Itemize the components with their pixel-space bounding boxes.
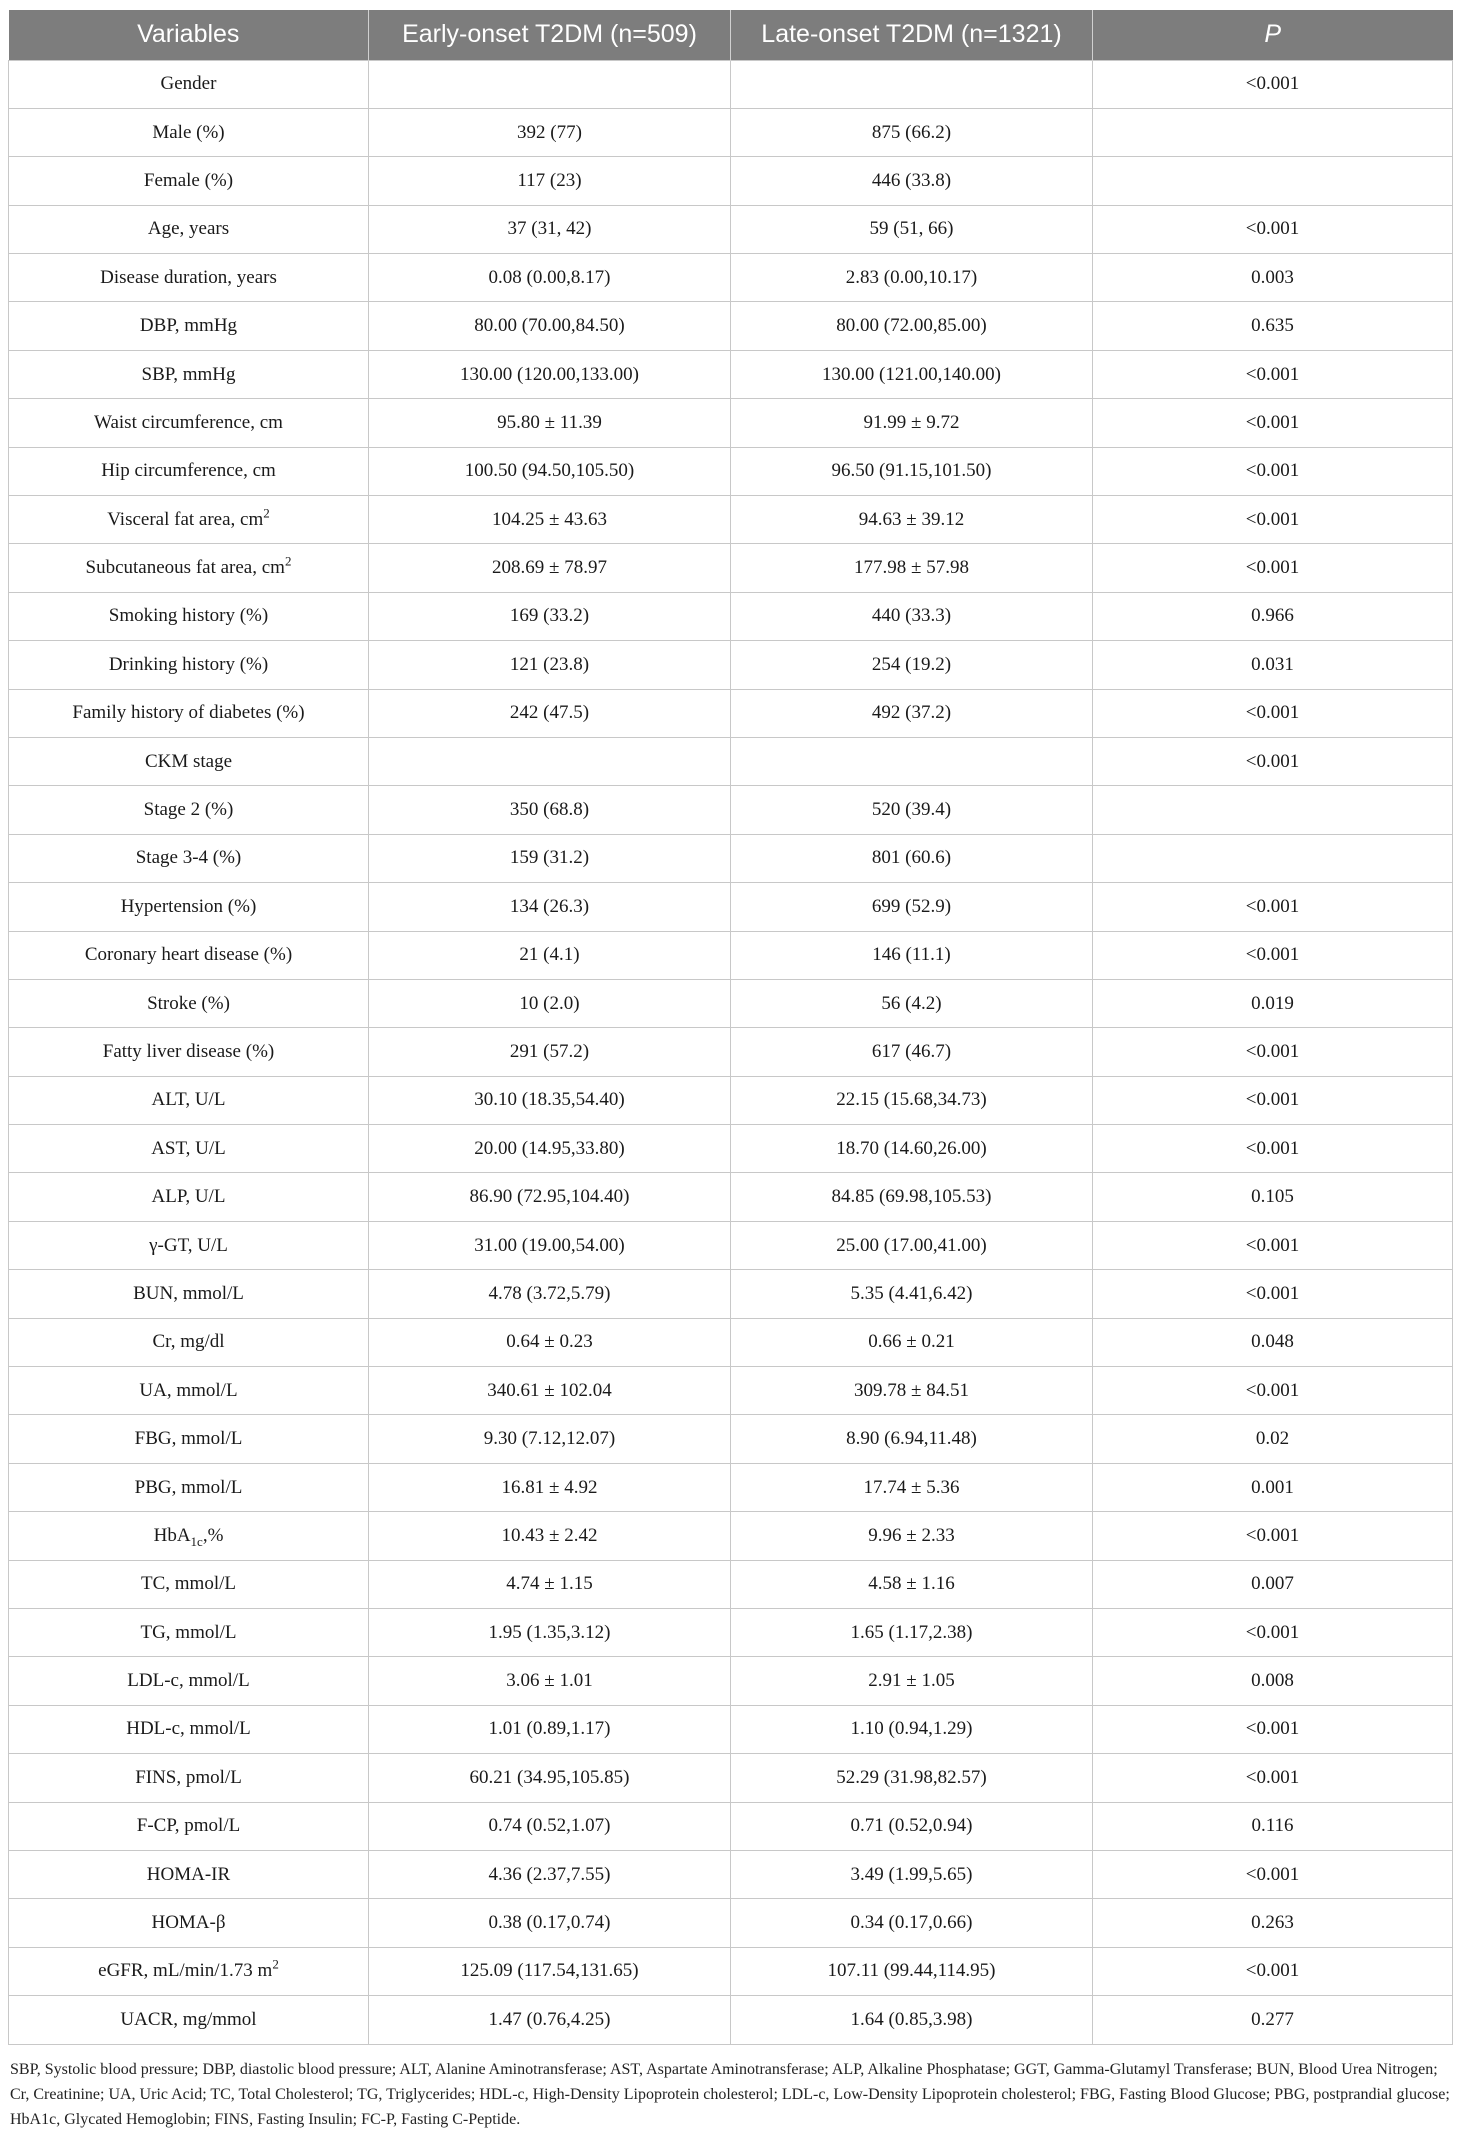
cell-late-onset: 440 (33.3)	[731, 592, 1093, 640]
cell-early-onset: 20.00 (14.95,33.80)	[369, 1125, 731, 1173]
cell-early-onset: 4.36 (2.37,7.55)	[369, 1850, 731, 1898]
table-row	[9, 1125, 1453, 1173]
cell-variable	[9, 399, 369, 447]
cell-late-onset: 22.15 (15.68,34.73)	[731, 1076, 1093, 1124]
variable-label: HOMA-β	[151, 1912, 226, 1934]
cell-early-onset: 392 (77)	[369, 108, 731, 156]
cell-early-onset: 21 (4.1)	[369, 931, 731, 979]
header-variables: Variables	[9, 10, 369, 60]
cell-p-value: <0.001	[1093, 60, 1453, 108]
cell-variable	[9, 350, 369, 398]
cell-late-onset: 146 (11.1)	[731, 931, 1093, 979]
cell-variable	[9, 1657, 369, 1705]
cell-p-value	[1093, 157, 1453, 205]
cell-p-value: <0.001	[1093, 1028, 1453, 1076]
table-row	[9, 544, 1453, 592]
variable-label: Cr, mg/dl	[152, 1331, 225, 1353]
cell-variable	[9, 834, 369, 882]
cell-variable	[9, 1560, 369, 1608]
cell-early-onset: 1.01 (0.89,1.17)	[369, 1705, 731, 1753]
cell-p-value	[1093, 834, 1453, 882]
cell-late-onset: 130.00 (121.00,140.00)	[731, 350, 1093, 398]
cell-p-value: 0.966	[1093, 592, 1453, 640]
cell-early-onset	[369, 60, 731, 108]
variable-label: Waist circumference, cm	[94, 411, 283, 433]
cell-p-value	[1093, 108, 1453, 156]
cell-variable	[9, 1705, 369, 1753]
variable-label: TC, mmol/L	[141, 1573, 236, 1595]
variable-label: Smoking history (%)	[108, 605, 269, 627]
header-p-value: P	[1093, 10, 1453, 60]
variable-label: Stroke (%)	[147, 992, 230, 1014]
table-row	[9, 1270, 1453, 1318]
cell-variable	[9, 737, 369, 785]
table-row	[9, 1850, 1453, 1898]
cell-p-value: 0.116	[1093, 1802, 1453, 1850]
cell-late-onset: 2.83 (0.00,10.17)	[731, 254, 1093, 302]
table-body	[9, 60, 1453, 2044]
cell-p-value: <0.001	[1093, 1367, 1453, 1415]
cell-variable	[9, 883, 369, 931]
cell-p-value: <0.001	[1093, 1270, 1453, 1318]
cell-p-value: <0.001	[1093, 350, 1453, 398]
variable-label: HDL-c, mmol/L	[126, 1718, 251, 1740]
cell-late-onset: 617 (46.7)	[731, 1028, 1093, 1076]
cell-late-onset: 446 (33.8)	[731, 157, 1093, 205]
table-row	[9, 1367, 1453, 1415]
table-row	[9, 254, 1453, 302]
cell-p-value: <0.001	[1093, 689, 1453, 737]
cell-variable	[9, 1754, 369, 1802]
cell-early-onset: 104.25 ± 43.63	[369, 496, 731, 544]
cell-early-onset: 340.61 ± 102.04	[369, 1367, 731, 1415]
table-row	[9, 592, 1453, 640]
cell-late-onset: 9.96 ± 2.33	[731, 1512, 1093, 1560]
cell-variable	[9, 931, 369, 979]
cell-early-onset: 125.09 (117.54,131.65)	[369, 1947, 731, 1995]
cell-p-value: 0.02	[1093, 1415, 1453, 1463]
cell-late-onset: 2.91 ± 1.05	[731, 1657, 1093, 1705]
table-row	[9, 1415, 1453, 1463]
cell-p-value: 0.003	[1093, 254, 1453, 302]
cell-variable	[9, 544, 369, 592]
table-row	[9, 1512, 1453, 1560]
cell-variable	[9, 1512, 369, 1560]
cell-variable	[9, 1802, 369, 1850]
cell-p-value: 0.019	[1093, 979, 1453, 1027]
cell-early-onset: 4.74 ± 1.15	[369, 1560, 731, 1608]
cell-late-onset: 0.66 ± 0.21	[731, 1318, 1093, 1366]
variable-label: Stage 2 (%)	[143, 799, 234, 821]
header-early-onset: Early-onset T2DM (n=509)	[369, 10, 731, 60]
table-row	[9, 157, 1453, 205]
cell-early-onset: 117 (23)	[369, 157, 731, 205]
cell-early-onset: 350 (68.8)	[369, 786, 731, 834]
cell-variable	[9, 1221, 369, 1269]
table-row	[9, 1754, 1453, 1802]
cell-early-onset: 80.00 (70.00,84.50)	[369, 302, 731, 350]
table-row	[9, 979, 1453, 1027]
cell-variable	[9, 1899, 369, 1947]
variable-label: Age, years	[147, 218, 230, 240]
cell-late-onset: 520 (39.4)	[731, 786, 1093, 834]
table-row	[9, 1899, 1453, 1947]
cell-variable	[9, 254, 369, 302]
cell-early-onset: 121 (23.8)	[369, 641, 731, 689]
variable-label: UA, mmol/L	[139, 1379, 238, 1401]
variable-label: Subcutaneous fat area, cm	[85, 557, 285, 579]
table-row	[9, 205, 1453, 253]
table-row	[9, 1076, 1453, 1124]
variable-label: CKM stage	[144, 750, 233, 772]
variable-label: Family history of diabetes (%)	[72, 702, 305, 724]
table-row	[9, 108, 1453, 156]
table-row	[9, 834, 1453, 882]
variable-label: Fatty liver disease (%)	[102, 1041, 275, 1062]
cell-late-onset: 17.74 ± 5.36	[731, 1463, 1093, 1511]
variable-label: PBG, mmol/L	[134, 1476, 243, 1498]
cell-early-onset: 37 (31, 42)	[369, 205, 731, 253]
variable-label: ALP, U/L	[151, 1186, 226, 1208]
label-superscript: 2	[272, 1957, 279, 1973]
variable-label: F-CP, pmol/L	[136, 1815, 241, 1837]
cell-p-value: 0.007	[1093, 1560, 1453, 1608]
cell-variable	[9, 786, 369, 834]
cell-early-onset: 95.80 ± 11.39	[369, 399, 731, 447]
cell-early-onset: 169 (33.2)	[369, 592, 731, 640]
cell-late-onset: 4.58 ± 1.16	[731, 1560, 1093, 1608]
cell-late-onset: 18.70 (14.60,26.00)	[731, 1125, 1093, 1173]
cell-variable	[9, 496, 369, 544]
variable-label: Coronary heart disease (%)	[84, 944, 293, 966]
cell-early-onset: 30.10 (18.35,54.40)	[369, 1076, 731, 1124]
cell-p-value: 0.635	[1093, 302, 1453, 350]
cell-early-onset: 4.78 (3.72,5.79)	[369, 1270, 731, 1318]
cell-early-onset: 86.90 (72.95,104.40)	[369, 1173, 731, 1221]
variable-label: Female (%)	[143, 169, 234, 191]
clinical-characteristics-table	[8, 10, 1453, 2045]
cell-early-onset: 159 (31.2)	[369, 834, 731, 882]
cell-p-value: 0.031	[1093, 641, 1453, 689]
cell-p-value: <0.001	[1093, 1512, 1453, 1560]
cell-variable	[9, 592, 369, 640]
table-row	[9, 1947, 1453, 1995]
cell-variable	[9, 1125, 369, 1173]
cell-late-onset: 80.00 (72.00,85.00)	[731, 302, 1093, 350]
variable-label: HbA	[153, 1524, 191, 1546]
cell-variable	[9, 1367, 369, 1415]
cell-early-onset: 31.00 (19.00,54.00)	[369, 1221, 731, 1269]
cell-late-onset: 52.29 (31.98,82.57)	[731, 1754, 1093, 1802]
table-row	[9, 447, 1453, 495]
cell-late-onset: 1.64 (0.85,3.98)	[731, 1996, 1093, 2045]
cell-variable	[9, 157, 369, 205]
cell-p-value: <0.001	[1093, 1947, 1453, 1995]
cell-late-onset: 25.00 (17.00,41.00)	[731, 1221, 1093, 1269]
cell-p-value: <0.001	[1093, 1609, 1453, 1657]
variable-label: Visceral fat area, cm	[107, 508, 264, 530]
cell-p-value: <0.001	[1093, 544, 1453, 592]
variable-label: DBP, mmHg	[139, 315, 238, 337]
table-row	[9, 931, 1453, 979]
cell-early-onset	[369, 737, 731, 785]
cell-late-onset: 254 (19.2)	[731, 641, 1093, 689]
cell-late-onset: 94.63 ± 39.12	[731, 496, 1093, 544]
cell-late-onset: 1.65 (1.17,2.38)	[731, 1609, 1093, 1657]
cell-p-value: <0.001	[1093, 931, 1453, 979]
cell-early-onset: 134 (26.3)	[369, 883, 731, 931]
table-header-row	[9, 10, 1453, 60]
variable-label: Drinking history (%)	[108, 653, 269, 675]
cell-variable	[9, 979, 369, 1027]
cell-p-value: <0.001	[1093, 1221, 1453, 1269]
variable-label: Stage 3-4 (%)	[135, 847, 242, 869]
cell-p-value: 0.277	[1093, 1996, 1453, 2045]
variable-label: Hip circumference, cm	[101, 460, 276, 482]
table-row	[9, 1028, 1453, 1076]
cell-late-onset: 84.85 (69.98,105.53)	[731, 1173, 1093, 1221]
table-row	[9, 641, 1453, 689]
variable-label: BUN, mmol/L	[133, 1282, 244, 1304]
table-row	[9, 1657, 1453, 1705]
cell-late-onset: 59 (51, 66)	[731, 205, 1093, 253]
variable-label: eGFR, mL/min/1.73 m	[98, 1960, 273, 1982]
cell-variable	[9, 1850, 369, 1898]
cell-late-onset: 96.50 (91.15,101.50)	[731, 447, 1093, 495]
cell-late-onset: 5.35 (4.41,6.42)	[731, 1270, 1093, 1318]
label-subscript: 1c	[190, 1533, 203, 1549]
cell-early-onset: 208.69 ± 78.97	[369, 544, 731, 592]
cell-variable	[9, 1609, 369, 1657]
cell-variable	[9, 1996, 369, 2045]
table-row	[9, 496, 1453, 544]
cell-early-onset: 1.47 (0.76,4.25)	[369, 1996, 731, 2045]
cell-p-value: <0.001	[1093, 1125, 1453, 1173]
cell-p-value: 0.001	[1093, 1463, 1453, 1511]
cell-p-value: <0.001	[1093, 205, 1453, 253]
cell-variable	[9, 1415, 369, 1463]
variable-label: Disease duration, years	[100, 266, 277, 288]
cell-variable	[9, 1463, 369, 1511]
cell-early-onset: 1.95 (1.35,3.12)	[369, 1609, 731, 1657]
variable-label: Hypertension (%)	[120, 895, 257, 917]
label-suffix: ,%	[202, 1524, 224, 1546]
table-container	[8, 10, 1452, 2132]
cell-variable	[9, 1076, 369, 1124]
cell-p-value: <0.001	[1093, 447, 1453, 495]
cell-p-value: <0.001	[1093, 496, 1453, 544]
cell-early-onset: 0.38 (0.17,0.74)	[369, 1899, 731, 1947]
cell-early-onset: 0.64 ± 0.23	[369, 1318, 731, 1366]
cell-late-onset: 875 (66.2)	[731, 108, 1093, 156]
cell-early-onset: 10 (2.0)	[369, 979, 731, 1027]
cell-p-value: <0.001	[1093, 399, 1453, 447]
cell-p-value: <0.001	[1093, 883, 1453, 931]
variable-label: Gender	[160, 73, 217, 95]
cell-early-onset: 60.21 (34.95,105.85)	[369, 1754, 731, 1802]
cell-variable	[9, 1173, 369, 1221]
table-row	[9, 60, 1453, 108]
cell-p-value: 0.263	[1093, 1899, 1453, 1947]
cell-late-onset: 177.98 ± 57.98	[731, 544, 1093, 592]
cell-variable	[9, 108, 369, 156]
cell-variable	[9, 447, 369, 495]
cell-late-onset: 0.71 (0.52,0.94)	[731, 1802, 1093, 1850]
table-row	[9, 1560, 1453, 1608]
cell-late-onset: 8.90 (6.94,11.48)	[731, 1415, 1093, 1463]
table-row	[9, 1609, 1453, 1657]
cell-late-onset: 699 (52.9)	[731, 883, 1093, 931]
cell-late-onset: 801 (60.6)	[731, 834, 1093, 882]
table-row	[9, 350, 1453, 398]
cell-late-onset	[731, 737, 1093, 785]
cell-variable	[9, 689, 369, 737]
label-superscript: 2	[263, 505, 270, 521]
table-footnote: SBP, Systolic blood pressure; DBP, diastolic blood pressure; ALT, Alanine Aminotransferase; AST, Aspartate Aminotransferase; ALP, Alkaline Phosphatase; GGT, Gamma-Glutamyl Transferase; BUN, Blood Urea Nitrogen; Cr, Creatinine; UA, Uric Acid; TC, Total Cholesterol; TG, Triglycerides; HDL-c, High-Density Lipoprotein cholesterol; LDL-c, Low-Density Lipoprotein cholesterol; FBG, Fasting Blood Glucose; PBG, postprandial glucose; HbA1c, Glycated Hemoglobin; FINS, Fasting Insulin; FC-P, Fasting C-Peptide.	[10, 2060, 1450, 2128]
cell-early-onset: 291 (57.2)	[369, 1028, 731, 1076]
cell-late-onset: 107.11 (99.44,114.95)	[731, 1947, 1093, 1995]
table-row	[9, 399, 1453, 447]
variable-label: HOMA-IR	[146, 1863, 231, 1885]
cell-variable	[9, 302, 369, 350]
table-row	[9, 786, 1453, 834]
table-row	[9, 302, 1453, 350]
cell-late-onset: 309.78 ± 84.51	[731, 1367, 1093, 1415]
table-row	[9, 689, 1453, 737]
cell-variable	[9, 1028, 369, 1076]
cell-late-onset: 3.49 (1.99,5.65)	[731, 1850, 1093, 1898]
cell-late-onset: 56 (4.2)	[731, 979, 1093, 1027]
table-row	[9, 1996, 1453, 2045]
cell-variable	[9, 1318, 369, 1366]
cell-p-value: <0.001	[1093, 1076, 1453, 1124]
table-row	[9, 1173, 1453, 1221]
table-row	[9, 737, 1453, 785]
variable-label: UACR, mg/mmol	[120, 2008, 257, 2030]
table-row	[9, 1802, 1453, 1850]
cell-late-onset: 492 (37.2)	[731, 689, 1093, 737]
variable-label: TG, mmol/L	[140, 1621, 237, 1643]
cell-variable	[9, 1947, 369, 1995]
cell-early-onset: 9.30 (7.12,12.07)	[369, 1415, 731, 1463]
cell-p-value: 0.008	[1093, 1657, 1453, 1705]
cell-p-value: <0.001	[1093, 737, 1453, 785]
cell-late-onset: 1.10 (0.94,1.29)	[731, 1705, 1093, 1753]
variable-label: Male (%)	[152, 121, 225, 143]
header-late-onset: Late-onset T2DM (n=1321)	[731, 10, 1093, 60]
variable-label: AST, U/L	[151, 1137, 226, 1159]
cell-late-onset	[731, 60, 1093, 108]
table-row	[9, 1221, 1453, 1269]
cell-variable	[9, 1270, 369, 1318]
cell-variable	[9, 205, 369, 253]
table-row	[9, 1463, 1453, 1511]
cell-p-value: 0.105	[1093, 1173, 1453, 1221]
cell-early-onset: 0.74 (0.52,1.07)	[369, 1802, 731, 1850]
table-row	[9, 1318, 1453, 1366]
variable-label: ALT, U/L	[151, 1089, 226, 1111]
variable-label: γ-GT, U/L	[149, 1234, 228, 1256]
label-superscript: 2	[284, 553, 292, 569]
cell-p-value: <0.001	[1093, 1705, 1453, 1753]
cell-variable	[9, 641, 369, 689]
cell-early-onset: 10.43 ± 2.42	[369, 1512, 731, 1560]
cell-early-onset: 100.50 (94.50,105.50)	[369, 447, 731, 495]
variable-label: LDL-c, mmol/L	[127, 1670, 250, 1692]
table-row	[9, 1705, 1453, 1753]
cell-p-value	[1093, 786, 1453, 834]
table-row	[9, 883, 1453, 931]
cell-late-onset: 91.99 ± 9.72	[731, 399, 1093, 447]
cell-early-onset: 242 (47.5)	[369, 689, 731, 737]
variable-label: SBP, mmHg	[141, 363, 236, 385]
cell-late-onset: 0.34 (0.17,0.66)	[731, 1899, 1093, 1947]
cell-early-onset: 130.00 (120.00,133.00)	[369, 350, 731, 398]
variable-label: FINS, pmol/L	[135, 1766, 242, 1788]
cell-p-value: <0.001	[1093, 1850, 1453, 1898]
cell-early-onset: 0.08 (0.00,8.17)	[369, 254, 731, 302]
cell-p-value: 0.048	[1093, 1318, 1453, 1366]
cell-p-value: <0.001	[1093, 1754, 1453, 1802]
variable-label: FBG, mmol/L	[134, 1428, 243, 1450]
cell-early-onset: 16.81 ± 4.92	[369, 1463, 731, 1511]
cell-early-onset: 3.06 ± 1.01	[369, 1657, 731, 1705]
cell-variable	[9, 60, 369, 108]
